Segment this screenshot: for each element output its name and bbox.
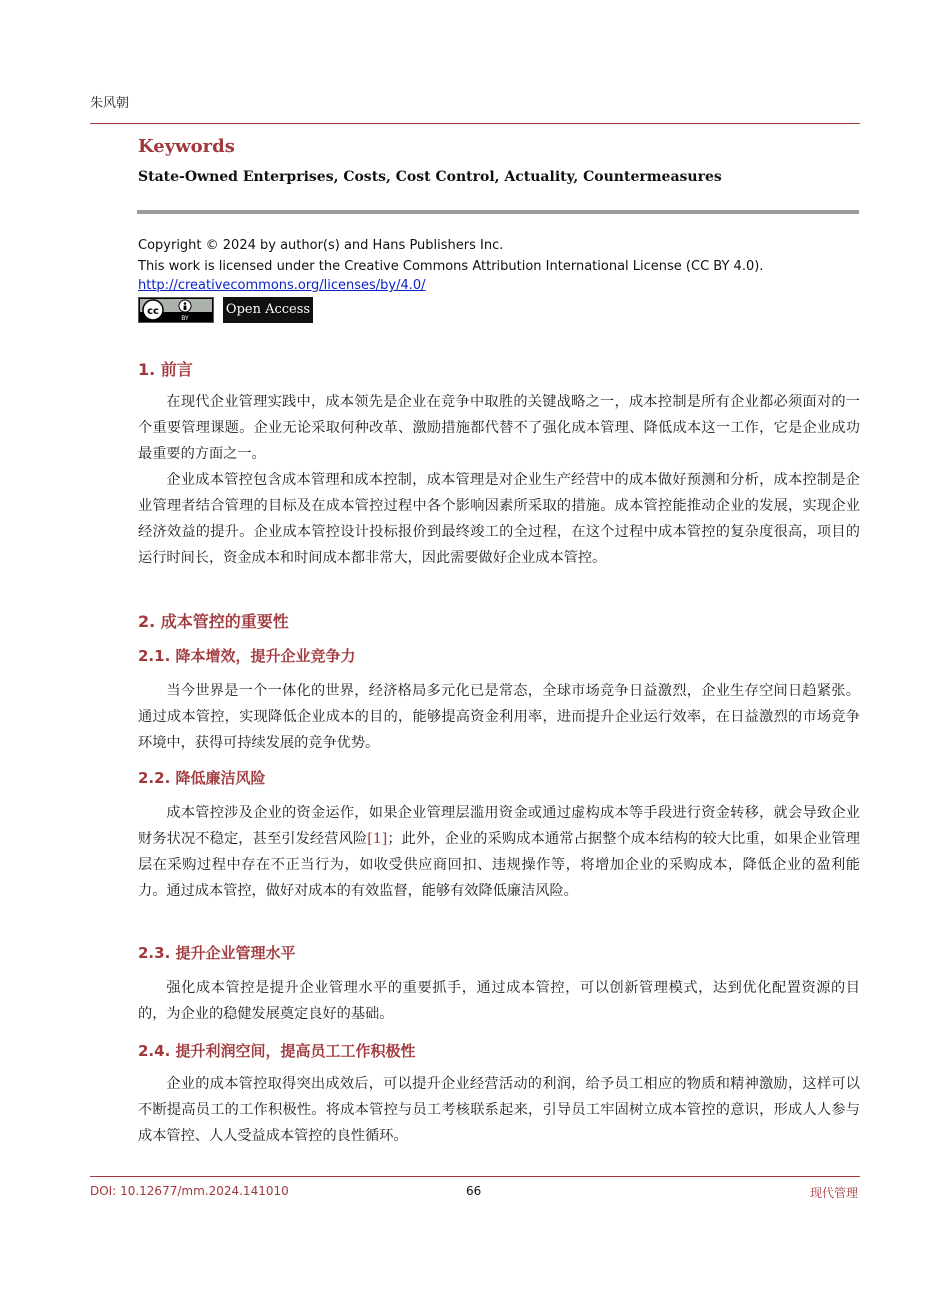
- section-2-4-title: 2.4. 提升利润空间，提高员工工作积极性: [138, 1042, 416, 1060]
- license-link[interactable]: http://creativecommons.org/licenses/by/4.0/: [138, 278, 426, 293]
- header-author: 朱风朝: [90, 96, 130, 111]
- keywords-divider: [137, 210, 859, 214]
- footer-divider: [90, 1176, 860, 1177]
- section-1-title: 1. 前言: [138, 360, 193, 379]
- citation-1-link[interactable]: [1]: [367, 831, 388, 847]
- open-access-badge[interactable]: Open Access: [223, 297, 313, 323]
- section-2-4-paragraph: 企业的成本管控取得突出成效后，可以提升企业经营活动的利润，给予员工相应的物质和精神激励，这样可以不断提高员工的工作积极性。将成本管控与员工考核联系起来，引导员工牢固树立成本管控的意识，形成人人参与成本管控、人人受益成本管控的良性循环。: [138, 1076, 860, 1144]
- cc-label: cc: [147, 306, 159, 317]
- section-2-2-title: 2.2. 降低廉洁风险: [138, 769, 266, 787]
- copyright-line: Copyright © 2024 by author(s) and Hans Publishers Inc.: [138, 238, 504, 253]
- section-2-1-paragraph: 当今世界是一个一体化的世界，经济格局多元化已是常态，全球市场竞争日益激烈，企业生存空间日趋紧张。通过成本管控，实现降低企业成本的目的，能够提高资金利用率，进而提升企业运行效率，在日益激烈的市场竞争环境中，获得可持续发展的竞争优势。: [138, 683, 860, 751]
- footer-journal: 现代管理: [809, 1186, 858, 1200]
- section-1-paragraph-2: 企业成本管控包含成本管理和成本控制，成本管理是对企业生产经营中的成本做好预测和分析，成本控制是企业管理者结合管理的目标及在成本管控过程中各个影响因素所采取的措施。成本管控能推动企业的发展，实现企业经济效益的提升。企业成本管控设计投标报价到最终竣工的全过程，在这个过程中成本管控的复杂度很高，项目的运行时间长，资金成本和时间成本都非常大，因此需要做好企业成本管控。: [138, 472, 860, 566]
- keywords-title: Keywords: [138, 136, 235, 157]
- section-2-2-text-a: 成本管控涉及企业的资金运作，如果企业管理层滥用资金或通过虚构成本等手段进行资金转移，就会导致企业财务状况不稳定，甚至引发经营风险: [138, 805, 860, 847]
- section-2-2-text-b: ；此外，企业的采购成本通常占据整个成本结构的较大比重，如果企业管理层在采购过程中存在不正当行为，如收受供应商回扣、违规操作等，将增加企业的采购成本，降低企业的盈利能力。通过成本管控，做好对成本的有效监督，能够有效降低廉洁风险。: [138, 831, 860, 899]
- cc-by-icon: [139, 298, 213, 322]
- section-2-2-paragraph: [138, 800, 860, 904]
- page-number: 66: [466, 1184, 482, 1198]
- keywords-text: State-Owned Enterprises, Costs, Cost Control, Actuality, Countermeasures: [138, 169, 722, 185]
- section-2-3-title: 2.3. 提升企业管理水平: [138, 944, 296, 962]
- section-1-paragraph-1: 在现代企业管理实践中，成本领先是企业在竞争中取胜的关键战略之一，成本控制是所有企业都必须面对的一个重要管理课题。企业无论采取何种改革、激励措施都代替不了强化成本管理、降低成本这一工作，它是企业成功最重要的方面之一。: [138, 394, 860, 462]
- footer-doi: DOI: 10.12677/mm.2024.141010: [90, 1184, 289, 1198]
- section-2-title: 2. 成本管控的重要性: [138, 612, 289, 631]
- by-label: BY: [181, 315, 189, 322]
- cc-by-badge[interactable]: [138, 297, 214, 323]
- license-line: This work is licensed under the Creative Commons Attribution International License (CC BY 4.0).: [138, 259, 764, 274]
- section-2-1-title: 2.1. 降本增效，提升企业竞争力: [138, 647, 356, 665]
- header-divider: [90, 123, 860, 124]
- section-2-3-paragraph: 强化成本管控是提升企业管理水平的重要抓手，通过成本管控，可以创新管理模式，达到优化配置资源的目的，为企业的稳健发展奠定良好的基础。: [138, 980, 860, 1022]
